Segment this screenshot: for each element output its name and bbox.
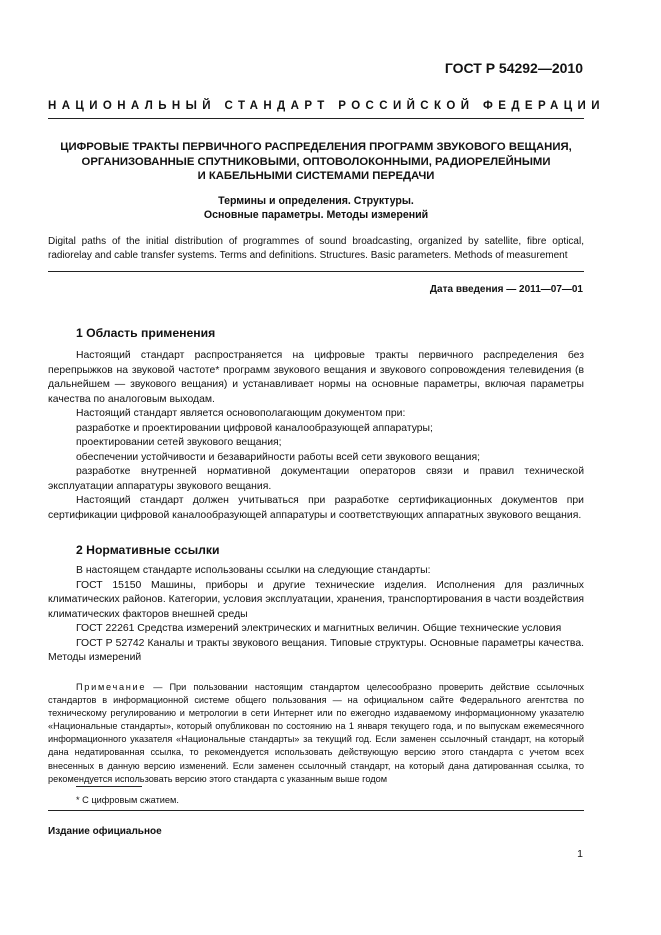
edition-label: Издание официальное bbox=[48, 826, 162, 837]
note-text: — При пользовании настоящим стандартом целесообразно проверить действие ссылочных стандартов в информационной системе общего пользования — на официальном сайте Федерального агентства по техническому регулированию и метрологии в сети Интернет или по ежегодно издаваемому информационному указателю «Национальные стандарты», который опубликован по состоянию на 1 января текущего года, и по выпускам ежемесячного информационного указателя «Национальные стандарты» за текущий год. Если заменен ссылочный стандарт, на который дана недатированная ссылка, то рекомендуется использовать действующую версию этого стандарта с учетом всех внесенных в данную версию изменений. Если заменен ссылочный стандарт, на который дана датированная ссылка, то рекомендуется использовать версию этого стандарта с указанным выше годом bbox=[48, 682, 584, 784]
paragraph: В настоящем стандарте использованы ссылки на следующие стандарты: bbox=[76, 565, 431, 576]
reference-gost-22261: ГОСТ 22261 Средства измерений электрических и магнитных величин. Общие технические условия bbox=[76, 623, 562, 634]
paragraph: обеспечении устойчивости и безаварийности работы всей сети звукового вещания; bbox=[76, 451, 480, 463]
paragraph: разработке внутренней нормативной документации операторов связи и правил технической эксплуатации аппаратуры звукового вещания. bbox=[48, 466, 584, 492]
reference-gost-15150: ГОСТ 15150 Машины, приборы и другие технические изделия. Исполнения для различных климатических районов. Категории, условия эксплуатации, хранения, транспортирования в части воздействия климатических факторов внешней среды bbox=[48, 579, 584, 620]
section-1-body bbox=[48, 349, 584, 523]
section-2-body bbox=[48, 564, 584, 666]
title-line: И КАБЕЛЬНЫМИ СИСТЕМАМИ ПЕРЕДАЧИ bbox=[197, 170, 435, 182]
note-label: Примечание bbox=[76, 682, 147, 692]
paragraph: разработке и проектировании цифровой каналообразующей аппаратуры; bbox=[76, 422, 433, 434]
title-divider bbox=[48, 271, 584, 272]
footnote: * С цифровым сжатием. bbox=[76, 795, 179, 805]
english-title: Digital paths of the initial distribution of programmes of sound broadcasting, organized by satellite, fibre optical, radiorelay and cable transfer systems. Terms and definitions. Structures. Basic parameters. Methods of measurement bbox=[48, 236, 584, 261]
section-1-heading: 1 Область применения bbox=[76, 326, 216, 340]
title-line: ОРГАНИЗОВАННЫЕ СПУТНИКОВЫМИ, ОПТОВОЛОКОННЫМИ, РАДИОРЕЛЕЙНЫМИ bbox=[81, 155, 551, 168]
page-number: 1 bbox=[577, 848, 583, 860]
paragraph: проектировании сетей звукового вещания; bbox=[76, 437, 282, 448]
reference-gost-r-52742: ГОСТ Р 52742 Каналы и тракты звукового вещания. Типовые структуры. Основные параметры качества. Методы измерений bbox=[48, 637, 584, 663]
header-divider bbox=[48, 118, 584, 119]
subtitle-line: Термины и определения. Структуры. bbox=[218, 195, 414, 207]
paragraph: Настоящий стандарт распространяется на цифровые тракты первичного распределения без перепрыжков на звуковой частоте* программ звукового вещания и звукового сопровождения телевидения (в дальнейшем — звукового вещания) и устанавливает нормы на основные параметры, включая параметры качества по аналоговым выходам. bbox=[48, 350, 584, 405]
subtitle-line: Основные параметры. Методы измерений bbox=[203, 209, 429, 221]
introduction-date: Дата введения — 2011—07—01 bbox=[429, 284, 583, 295]
note bbox=[48, 681, 584, 786]
document-title bbox=[58, 140, 574, 184]
paragraph: Настоящий стандарт должен учитываться при разработке сертификационных документов при сертификации цифровой каналообразующей аппаратуры и соответствующих аппаратных звукового вещания. bbox=[48, 495, 584, 521]
section-2-heading: 2 Нормативные ссылки bbox=[76, 543, 220, 557]
title-line: ЦИФРОВЫЕ ТРАКТЫ ПЕРВИЧНОГО РАСПРЕДЕЛЕНИЯ ПРОГРАММ ЗВУКОВОГО ВЕЩАНИЯ, bbox=[60, 141, 572, 153]
national-standard-header: НАЦИОНАЛЬНЫЙ СТАНДАРТ РОССИЙСКОЙ ФЕДЕРАЦИИ bbox=[48, 100, 605, 112]
standard-number: ГОСТ Р 54292—2010 bbox=[444, 60, 583, 76]
footer-divider bbox=[48, 810, 584, 811]
footnote-divider bbox=[76, 786, 142, 787]
document-subtitle bbox=[58, 194, 574, 222]
paragraph: Настоящий стандарт является основополагающим документом при: bbox=[76, 408, 406, 419]
